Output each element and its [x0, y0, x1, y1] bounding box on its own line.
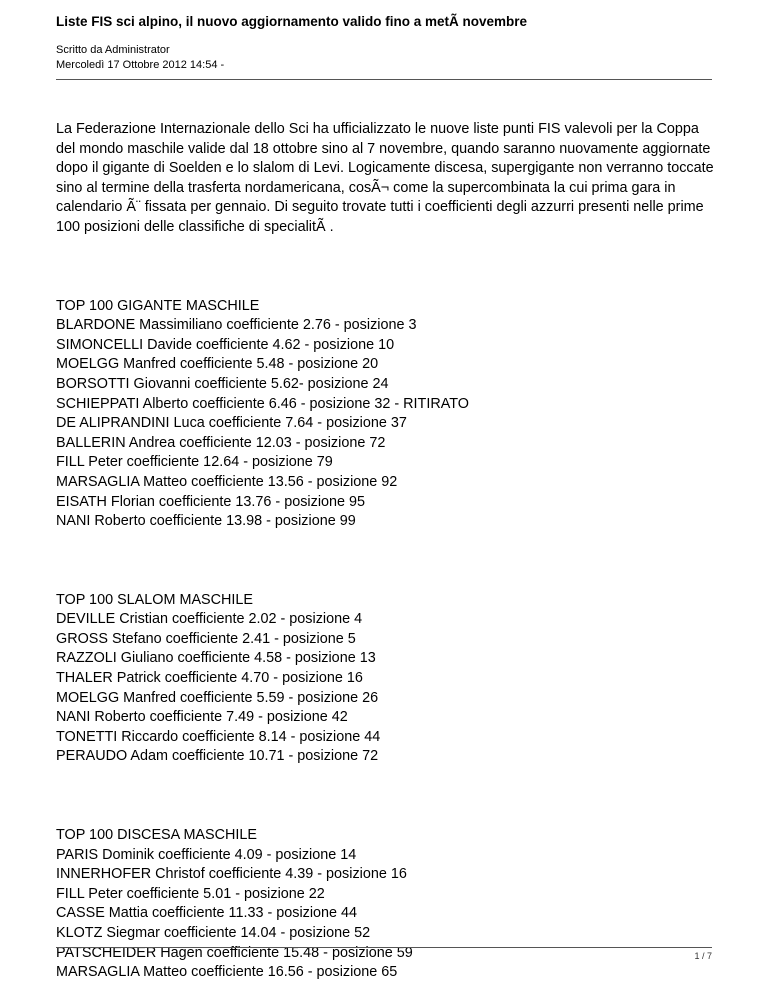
list-item: PERAUDO Adam coefficiente 10.71 - posizione 72 [56, 748, 379, 765]
section-title: TOP 100 SLALOM MASCHILE [56, 591, 254, 608]
list-item: THALER Patrick coefficiente 4.70 - posizione 16 [56, 670, 363, 687]
list-item: KLOTZ Siegmar coefficiente 14.04 - posizione 52 [56, 925, 371, 941]
article-body [56, 120, 716, 983]
list-item: SCHIEPPATI Alberto coefficiente 6.46 - posizione 32 - RITIRATO [56, 395, 469, 412]
list-item: NANI Roberto coefficiente 13.98 - posizione 99 [56, 513, 356, 530]
list-item: BORSOTTI Giovanni coefficiente 5.62- posizione 24 [56, 375, 389, 392]
list-item: EISATH Florian coefficiente 13.76 - posizione 95 [56, 493, 366, 510]
article-title: Liste FIS sci alpino, il nuovo aggiornamento valido fino a metÃ novembre [56, 14, 528, 29]
list-item: TONETTI Riccardo coefficiente 8.14 - posizione 44 [56, 728, 381, 745]
list-item: RAZZOLI Giuliano coefficiente 4.58 - posizione 13 [56, 650, 376, 667]
date-line: Mercoledì 17 Ottobre 2012 14:54 - [56, 59, 225, 71]
list-item: INNERHOFER Christof coefficiente 4.39 - posizione 16 [56, 866, 407, 883]
author-line: Scritto da Administrator [56, 44, 170, 56]
header-divider [56, 79, 712, 80]
list-item: CASSE Mattia coefficiente 11.33 - posizione 44 [56, 905, 358, 922]
list-item: SIMONCELLI Davide coefficiente 4.62 - posizione 10 [56, 336, 395, 353]
list-item: MARSAGLIA Matteo coefficiente 16.56 - posizione 65 [56, 964, 398, 981]
list-item: DE ALIPRANDINI Luca coefficiente 7.64 - posizione 37 [56, 415, 407, 432]
list-item: PATSCHEIDER Hagen coefficiente 15.48 - posizione 59 [56, 944, 413, 961]
intro-paragraph: La Federazione Internazionale dello Sci ha ufficializzato le nuove liste punti FIS valevoli per la Coppa del mondo maschile valide dal 18 ottobre sino al 7 novembre, quando saranno nuovamente aggiornate dopo il gigante di Soelden e lo slalom di Levi. Logicamente discesa, supergigante non verranno toccate sino al termine della trasferta nordamericana, cosÃ¬ come la supercombinata la cui prima gara in calendario Ã¨ fissata per gennaio. Di seguito trovate tutti i coefficienti degli azzurri presenti nelle prime 100 posizioni delle classifiche di specialitÃ . [56, 121, 714, 235]
page-header [56, 12, 712, 73]
footer-divider [56, 947, 712, 948]
section-discesa [56, 826, 716, 983]
article-meta [56, 43, 712, 73]
list-item: MOELGG Manfred coefficiente 5.48 - posizione 20 [56, 356, 379, 373]
section-title: TOP 100 GIGANTE MASCHILE [56, 297, 260, 314]
list-item: NANI Roberto coefficiente 7.49 - posizione 42 [56, 709, 348, 726]
list-item: FILL Peter coefficiente 12.64 - posizione 79 [56, 454, 333, 471]
list-item: MARSAGLIA Matteo coefficiente 13.56 - posizione 92 [56, 473, 398, 490]
list-item: BALLERIN Andrea coefficiente 12.03 - posizione 72 [56, 434, 386, 451]
list-item: DEVILLE Cristian coefficiente 2.02 - posizione 4 [56, 611, 363, 628]
page-number: 1 / 7 [694, 951, 712, 961]
list-item: GROSS Stefano coefficiente 2.41 - posizione 5 [56, 630, 356, 647]
list-item: BLARDONE Massimiliano coefficiente 2.76 - posizione 3 [56, 317, 417, 334]
section-title: TOP 100 DISCESA MASCHILE [56, 827, 258, 844]
list-item: FILL Peter coefficiente 5.01 - posizione 22 [56, 885, 325, 902]
list-item: MOELGG Manfred coefficiente 5.59 - posizione 26 [56, 689, 379, 706]
list-item: PARIS Dominik coefficiente 4.09 - posizione 14 [56, 846, 357, 863]
section-slalom [56, 591, 716, 767]
section-gigante [56, 297, 716, 532]
